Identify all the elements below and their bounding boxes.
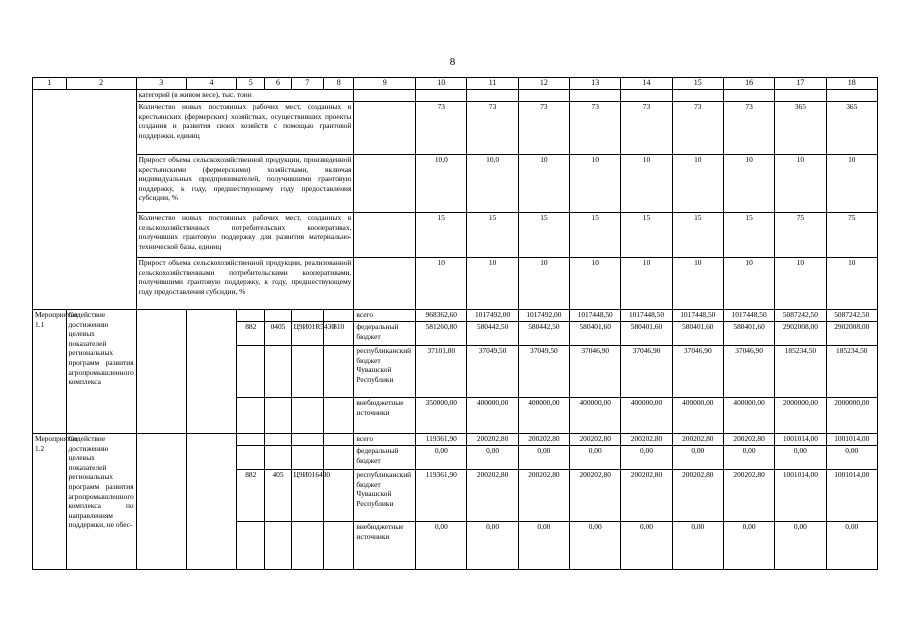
funding-source: республиканский бюджет Чувашской Республики bbox=[354, 470, 416, 522]
value-cell: 119361,90 bbox=[416, 470, 467, 522]
value-cell: 2902008,00 bbox=[826, 322, 877, 346]
value-cell: 73 bbox=[672, 102, 723, 155]
value-cell: 15 bbox=[723, 213, 774, 258]
source-cell bbox=[354, 213, 416, 258]
header-cell: 9 bbox=[354, 78, 416, 90]
value-cell: 1001014,00 bbox=[826, 434, 877, 446]
value-cell: 0,00 bbox=[518, 446, 569, 470]
value-cell bbox=[775, 90, 826, 102]
header-cell: 5 bbox=[237, 78, 265, 90]
value-cell: 0,00 bbox=[467, 522, 518, 570]
value-cell: 0,00 bbox=[518, 522, 569, 570]
header-cell: 11 bbox=[467, 78, 518, 90]
value-cell: 0,00 bbox=[621, 446, 672, 470]
value-cell: 0,00 bbox=[467, 446, 518, 470]
value-cell: 73 bbox=[518, 102, 569, 155]
value-cell: 2000000,00 bbox=[775, 398, 826, 434]
funding-source: внебюджетные источники bbox=[354, 522, 416, 570]
program-table bbox=[32, 77, 878, 570]
value-cell: 37046,90 bbox=[570, 346, 621, 398]
value-cell: 400000,00 bbox=[672, 398, 723, 434]
value-cell: 73 bbox=[570, 102, 621, 155]
value-cell: 15 bbox=[416, 213, 467, 258]
value-cell: 580442,50 bbox=[518, 322, 569, 346]
source-cell bbox=[354, 90, 416, 102]
value-cell: 365 bbox=[826, 102, 877, 155]
value-cell bbox=[467, 90, 518, 102]
value-cell: 0,00 bbox=[570, 522, 621, 570]
header-cell: 3 bbox=[136, 78, 186, 90]
header-row bbox=[33, 78, 878, 90]
value-cell bbox=[826, 90, 877, 102]
code-type bbox=[324, 522, 354, 570]
value-cell bbox=[672, 90, 723, 102]
code-type bbox=[324, 346, 354, 398]
source-cell bbox=[354, 258, 416, 310]
page-number: 8 bbox=[449, 56, 456, 68]
code-section bbox=[265, 434, 291, 446]
value-cell: 200202,80 bbox=[570, 470, 621, 522]
value-cell: 580401,60 bbox=[570, 322, 621, 346]
indicator-row bbox=[33, 258, 878, 310]
value-cell: 1017492,00 bbox=[467, 310, 518, 322]
value-cell: 75 bbox=[775, 213, 826, 258]
code-grbs bbox=[237, 310, 265, 322]
header-cell: 14 bbox=[621, 78, 672, 90]
measure-label: Мероприятие 1.1 bbox=[33, 310, 67, 434]
value-cell: 200202,80 bbox=[518, 434, 569, 446]
value-cell bbox=[416, 90, 467, 102]
value-cell: 10,0 bbox=[467, 155, 518, 213]
value-cell: 119361,90 bbox=[416, 434, 467, 446]
code-section: 0405 bbox=[265, 322, 291, 346]
value-cell: 73 bbox=[723, 102, 774, 155]
value-cell: 365 bbox=[775, 102, 826, 155]
code-section bbox=[265, 310, 291, 322]
value-cell: 1001014,00 bbox=[775, 470, 826, 522]
value-cell: 2902008,00 bbox=[775, 322, 826, 346]
value-cell: 200202,80 bbox=[570, 434, 621, 446]
value-cell: 37046,90 bbox=[621, 346, 672, 398]
value-cell: 15 bbox=[570, 213, 621, 258]
code-section bbox=[265, 446, 291, 470]
code-target bbox=[291, 346, 323, 398]
value-cell: 185234,50 bbox=[775, 346, 826, 398]
value-cell: 200202,80 bbox=[467, 434, 518, 446]
value-cell: 0,00 bbox=[723, 446, 774, 470]
value-cell: 0,00 bbox=[672, 522, 723, 570]
code-grbs bbox=[237, 398, 265, 434]
code-target bbox=[291, 522, 323, 570]
value-cell: 0,00 bbox=[826, 446, 877, 470]
value-cell: 75 bbox=[826, 213, 877, 258]
header-cell: 13 bbox=[570, 78, 621, 90]
value-cell: 400000,00 bbox=[570, 398, 621, 434]
value-cell: 400000,00 bbox=[467, 398, 518, 434]
value-cell: 1017448,50 bbox=[570, 310, 621, 322]
value-cell: 400000,00 bbox=[621, 398, 672, 434]
value-cell: 2000000,00 bbox=[826, 398, 877, 434]
header-cell: 4 bbox=[186, 78, 236, 90]
value-cell: 1017448,50 bbox=[621, 310, 672, 322]
value-cell: 10 bbox=[826, 258, 877, 310]
value-cell: 10 bbox=[570, 258, 621, 310]
indicator-text: Количество новых постоянных рабочих мест, созданных в сельскохозяйственных потребительских кооперативах, получивших грантовую поддержку для развития материально-технической базы, единиц bbox=[136, 213, 354, 258]
value-cell: 37046,90 bbox=[672, 346, 723, 398]
header-cell: 8 bbox=[324, 78, 354, 90]
value-cell: 15 bbox=[672, 213, 723, 258]
value-cell: 0,00 bbox=[570, 446, 621, 470]
funding-source: республиканский бюджет Чувашской Республики bbox=[354, 346, 416, 398]
funding-source: федеральный бюджет bbox=[354, 446, 416, 470]
value-cell: 73 bbox=[416, 102, 467, 155]
value-cell bbox=[621, 90, 672, 102]
indicator-text: Прирост объема сельскохозяйственной продукции, реализованной сельскохозяйственными потребительскими кооперативами, получившими грантовую поддержку, к году, предшествующему году предоставления субсидии, % bbox=[136, 258, 354, 310]
value-cell: 10,0 bbox=[416, 155, 467, 213]
value-cell: 10 bbox=[570, 155, 621, 213]
value-cell: 10 bbox=[416, 258, 467, 310]
value-cell: 200202,80 bbox=[672, 434, 723, 446]
code-grbs: 882 bbox=[237, 322, 265, 346]
value-cell: 1017448,50 bbox=[672, 310, 723, 322]
value-cell: 400000,00 bbox=[518, 398, 569, 434]
value-cell: 10 bbox=[518, 258, 569, 310]
value-cell: 0,00 bbox=[416, 446, 467, 470]
source-cell bbox=[354, 102, 416, 155]
value-cell: 15 bbox=[621, 213, 672, 258]
value-cell: 1017448,50 bbox=[723, 310, 774, 322]
indicator-row bbox=[33, 155, 878, 213]
code-target bbox=[291, 398, 323, 434]
funding-source: всего bbox=[354, 434, 416, 446]
indicator-text: Прирост объема сельскохозяйственной продукции, произведенной крестьянскими (фермерскими) хозяйствами, включая индивидуальных предпринимателей, получившими грантовую поддержку, к году, предшествующему году предоставления субсидии, % bbox=[136, 155, 354, 213]
indicator-text: категорий (в живом весе), тыс. тонн bbox=[136, 90, 354, 102]
value-cell: 10 bbox=[467, 258, 518, 310]
funding-source: внебюджетные источники bbox=[354, 398, 416, 434]
value-cell: 10 bbox=[672, 155, 723, 213]
code-type bbox=[324, 310, 354, 322]
value-cell: 1001014,00 bbox=[775, 434, 826, 446]
value-cell: 0,00 bbox=[775, 446, 826, 470]
value-cell: 5087242,50 bbox=[826, 310, 877, 322]
empty-cell bbox=[33, 90, 137, 310]
source-cell bbox=[354, 155, 416, 213]
header-cell: 12 bbox=[518, 78, 569, 90]
co-executor-cell bbox=[186, 434, 236, 570]
value-cell bbox=[570, 90, 621, 102]
header-cell: 16 bbox=[723, 78, 774, 90]
co-executor-cell bbox=[186, 310, 236, 434]
value-cell: 10 bbox=[723, 258, 774, 310]
value-cell: 580442,50 bbox=[467, 322, 518, 346]
measure-row bbox=[33, 310, 878, 322]
value-cell: 200202,80 bbox=[518, 470, 569, 522]
code-target: Ц9И01R5430 bbox=[291, 322, 323, 346]
code-type bbox=[324, 434, 354, 446]
value-cell: 200202,80 bbox=[621, 434, 672, 446]
value-cell: 0,00 bbox=[672, 446, 723, 470]
indicator-row bbox=[33, 90, 878, 102]
header-cell: 6 bbox=[265, 78, 291, 90]
header-cell: 18 bbox=[826, 78, 877, 90]
value-cell: 10 bbox=[518, 155, 569, 213]
header-cell: 7 bbox=[291, 78, 323, 90]
indicator-row bbox=[33, 102, 878, 155]
value-cell: 10 bbox=[775, 155, 826, 213]
code-section bbox=[265, 522, 291, 570]
value-cell: 200202,80 bbox=[672, 470, 723, 522]
code-target: Ц9И016430 bbox=[291, 470, 323, 522]
value-cell: 10 bbox=[672, 258, 723, 310]
value-cell: 15 bbox=[467, 213, 518, 258]
code-type: 810 bbox=[324, 322, 354, 346]
funding-source: федеральный бюджет bbox=[354, 322, 416, 346]
value-cell: 968362,60 bbox=[416, 310, 467, 322]
measure-name: Содействие достижению целевых показателей региональных программ развития агропромышленного комплекса bbox=[66, 310, 136, 434]
value-cell: 73 bbox=[621, 102, 672, 155]
value-cell: 10 bbox=[723, 155, 774, 213]
value-cell: 1017492,00 bbox=[518, 310, 569, 322]
value-cell: 10 bbox=[621, 258, 672, 310]
value-cell: 10 bbox=[826, 155, 877, 213]
executor-cell bbox=[136, 310, 186, 434]
value-cell: 0,00 bbox=[723, 522, 774, 570]
executor-cell bbox=[136, 434, 186, 570]
value-cell: 580401,60 bbox=[621, 322, 672, 346]
value-cell: 0,00 bbox=[621, 522, 672, 570]
value-cell: 400000,00 bbox=[723, 398, 774, 434]
code-section: 405 bbox=[265, 470, 291, 522]
code-grbs bbox=[237, 346, 265, 398]
value-cell: 0,00 bbox=[826, 522, 877, 570]
value-cell: 200202,80 bbox=[621, 470, 672, 522]
funding-source: всего bbox=[354, 310, 416, 322]
value-cell: 0,00 bbox=[775, 522, 826, 570]
value-cell: 37046,90 bbox=[723, 346, 774, 398]
header-cell: 17 bbox=[775, 78, 826, 90]
code-target bbox=[291, 310, 323, 322]
value-cell bbox=[518, 90, 569, 102]
code-type bbox=[324, 398, 354, 434]
measure-row bbox=[33, 434, 878, 446]
header-cell: 1 bbox=[33, 78, 67, 90]
code-target bbox=[291, 446, 323, 470]
value-cell bbox=[723, 90, 774, 102]
indicator-text: Количество новых постоянных рабочих мест, созданных в крестьянских (фермерских) хозяйствах, осуществивших проекты создания и развития своих хозяйств с помощью грантовой поддержки, единиц bbox=[136, 102, 354, 155]
value-cell: 5087242,50 bbox=[775, 310, 826, 322]
value-cell: 200202,80 bbox=[467, 470, 518, 522]
header-cell: 2 bbox=[66, 78, 136, 90]
value-cell: 15 bbox=[518, 213, 569, 258]
value-cell: 37049,50 bbox=[467, 346, 518, 398]
measure-name: Содействие достижению целевых показателей региональных программ развития агропромышленного комплекса по направлениям поддержки, не обес- bbox=[66, 434, 136, 570]
header-cell: 15 bbox=[672, 78, 723, 90]
value-cell: 73 bbox=[467, 102, 518, 155]
code-target bbox=[291, 434, 323, 446]
value-cell: 10 bbox=[621, 155, 672, 213]
value-cell: 580401,60 bbox=[672, 322, 723, 346]
value-cell: 581260,80 bbox=[416, 322, 467, 346]
value-cell: 200202,80 bbox=[723, 434, 774, 446]
indicator-row bbox=[33, 213, 878, 258]
code-section bbox=[265, 346, 291, 398]
value-cell: 185234,50 bbox=[826, 346, 877, 398]
value-cell: 350000,00 bbox=[416, 398, 467, 434]
value-cell: 37049,50 bbox=[518, 346, 569, 398]
value-cell: 10 bbox=[775, 258, 826, 310]
value-cell: 580401,60 bbox=[723, 322, 774, 346]
code-grbs bbox=[237, 522, 265, 570]
code-section bbox=[265, 398, 291, 434]
value-cell: 37101,80 bbox=[416, 346, 467, 398]
code-grbs: 882 bbox=[237, 470, 265, 522]
header-cell: 10 bbox=[416, 78, 467, 90]
value-cell: 1001014,00 bbox=[826, 470, 877, 522]
code-type bbox=[324, 446, 354, 470]
measure-label: Мероприятие 1.2 bbox=[33, 434, 67, 570]
code-grbs bbox=[237, 434, 265, 446]
code-grbs bbox=[237, 446, 265, 470]
value-cell: 0,00 bbox=[416, 522, 467, 570]
value-cell: 200202,80 bbox=[723, 470, 774, 522]
